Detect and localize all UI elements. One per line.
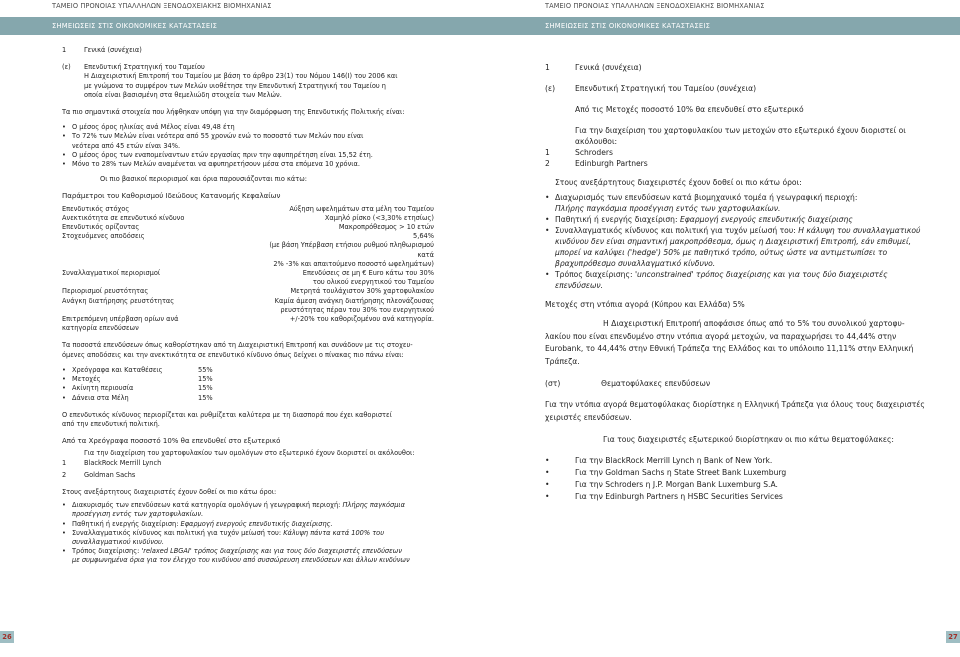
params-title: Παράμετροι του Καθορισμού Ιδεώδους Κατανομής Κεφαλαίων — [62, 192, 281, 201]
equity-terms-list: • Διαχωρισμός των επενδύσεων κατά βιομηχανικό τομέα ή γεωγραφική περιοχή: Πλήρης παγκόσμια προσέγγιση εντός των χαρτοφυλακίων. • Παθητική ή ενεργής διαχείριση: Εφαρμογή ενεργούς επενδυτικής διαχείρισης • Συναλλαγματικός κίνδυνος και πολιτική για τυχόν μείωσή του: Η κάλυψη του συναλλαγματικού κινδύνου δεν είναι σημαντική μακροπρόθεσμα, όμως η Διαχειριστική Επιτροπή, εάν επιθυμεί, μπορεί να καλύψει ('hedge') 50% με παθητικό τρόπο, ούτως ώστε να αντιμετωπίσει το βραχυπρόθεσμο συναλλαγματικό κίνδυνο. • Τρόπος διαχείρισης: 'unconstrained' τρόπος διαχείρισης και για τους δύο διαχειριστές επενδύσεων. — [545, 192, 927, 291]
custodians-list: • Για την BlackRock Merrill Lynch η Bank of New York. • Για την Goldman Sachs η State Street Bank Luxemburg • Για την Schroders η J.P. Morgan Bank Luxemburg S.A. • Για την Edinburgh Partners η HSBC Securities Services — [545, 455, 927, 503]
local-paragraph: Η Διαχειριστική Επιτροπή αποφάσισε όπως από το 5% του συνολικού χαρτοφυ- λακίου που είναι επενδυμένο στην ντόπια αγορά μετοχών, να παραχωρήσει το 44,44% στην Eurobank, το 44,44% στην Εθνική Τράπεζα της Ελλάδος και το υπόλοιπο 11,11% στην Ελληνική Τράπεζα. — [545, 319, 914, 366]
equity-title: Από τις Μετοχές ποσοστό 10% θα επενδυθεί στο εξωτερικό — [575, 105, 804, 114]
allocation-row: • Χρεόγραφα και Καταθέσεις 55% — [62, 366, 434, 375]
page-number: 27 — [946, 631, 960, 643]
allocation-row: • Μετοχές 15% — [62, 375, 434, 384]
note-heading: 1 Γενικά (συνέχεια) — [62, 46, 142, 54]
left-header-title: ΤΑΜΕΙΟ ΠΡΟΝΟΙΑΣ ΥΠΑΛΛΗΛΩΝ ΞΕΝΟΔΟΧΕΙΑΚΗΣ ΒΙΟΜΗΧΑΝΙΑΣ — [52, 2, 272, 10]
params-row: του ολικού ενεργητικού του Ταμείου — [312, 278, 434, 287]
left-header — [0, 0, 480, 36]
bond-terms-list: • Διακυρισμός των επενδύσεων κατά κατηγορία ομολόγων ή γεωγραφική περιοχή: Πλήρης παγκόσμια προσέγγιση εντός των χαρτοφυλακίων. • Παθητική ή ενεργής διαχείριση: Εφαρμογή ενεργούς επενδυτικής διαχείρισης. • Συναλλαγματικός κίνδυνος και πολιτική για τυχόν μείωσή του: Κάλυψη πάντα κατά 100% του συναλλαγματικού κινδύνου. • Τρόπος διαχείρισης: 'relaxed LBGAI' τρόπος διαχείρισης και για τους δύο διαχειριστές επενδύσεων με συμφωνημένα όρια για τον έλεγχο του κινδύνου από συσσώρευση επενδύσεων και άλλων κινδύνων — [62, 501, 434, 565]
subsection-heading: (ε) Επενδυτική Στρατηγική του Ταμείου — [62, 63, 205, 72]
local-title: Μετοχές στη ντόπια αγορά (Κύπρου και Ελλάδα) 5% — [545, 300, 745, 309]
member-stats-list: • Ο μέσος όρος ηλικίας ανά Μέλος είναι 49,48 έτη • Το 72% των Μελών είναι νεότερα από 55 χρονών ενώ το ποσοστό των Μελών που είναι νεότερα από 45 ετών είναι 34%. • Ο μέσος όρος των εναπομείναντων ετών εργασίας πριν την αφυπηρέτηση είναι 15,52 έτη. • Μόνο το 28% των Μελών αναμένεται να αφυπηρετήσουν μέσα στα επόμενα 10 χρόνια. — [62, 123, 434, 169]
left-header-section: ΣΗΜΕΙΩΣΕΙΣ ΣΤΙΣ ΟΙΚΟΝΟΜΙΚΕΣ ΚΑΤΑΣΤΑΣΕΙΣ — [52, 22, 218, 30]
bond-terms-intro: Στους ανεξάρτητους διαχειριστές έχουν δοθεί οι πιο κάτω όροι: — [62, 487, 277, 496]
constraints-intro: Οι πιο βασικοί περιορισμοί και όρια παρουσιάζονται πιο κάτω: — [100, 175, 307, 184]
right-header — [480, 0, 960, 36]
policy-intro: Τα πιο σημαντικά στοιχεία που λήφθηκαν υπόψη για την διαμόρφωση της Επενδυτικής Πολιτικής είναι: — [62, 108, 405, 117]
bond-managers: 1 BlackRock Merrill Lynch 2 Goldman Sachs — [62, 458, 162, 479]
params-row: Επιτρεπόμενη υπέρβαση ορίων ανά +/-20% του καθοριζομένου ανά κατηγορία. — [62, 315, 434, 324]
params-row: Ανεκτικότητα σε επενδυτικό κίνδυνο Χαμηλό ρίσκο (<3,30% ετησίως) — [62, 213, 434, 222]
params-row: Ανάγκη διατήρησης ρευστότητας Καμία άμεση ανάγκη διατήρησης πλεονάζουσας — [62, 296, 434, 305]
params-row: κατηγορία επενδύσεων — [62, 324, 139, 333]
alloc-intro: Τα ποσοστά επενδύσεων όπως καθορίστηκαν από τη Διαχειριστική Επιτροπή και συνάδουν με τις στοχευ- όμενες αποδόσεις και την ανεκτικότητα σε επενδυτικό κίνδυνο όπως δείχνει ο πίνακας πιο πάνω είναι: — [62, 341, 413, 359]
params-row: Επενδυτικός ορίζοντας Μακροπρόθεσμος > 10 ετών — [62, 223, 434, 232]
left-content — [62, 46, 434, 566]
right-content — [545, 62, 927, 503]
params-row: Συναλλαγματικοί περιορισμοί Επενδύσεις σε μη € Euro κάτω του 30% — [62, 269, 434, 278]
custody-paragraph: Για την ντόπια αγορά θεματοφύλακας διορίστηκε η Ελληνική Τράπεζα για όλους τους διαχειριστές χειριστές επενδύσεων. — [545, 400, 925, 422]
allocation-row: • Δάνεια στα Μέλη 15% — [62, 394, 434, 403]
custody-heading: (στ) Θεματοφύλακες επενδύσεων — [545, 379, 711, 388]
custody-intro: Για τους διαχειριστές εξωτερικού διορίστηκαν οι πιο κάτω θεματοφύλακες: — [603, 435, 894, 444]
allocation-row: • Ακίνητη περιουσία 15% — [62, 384, 434, 393]
params-table — [62, 205, 434, 334]
params-row: Επενδυτικός στόχος Αύξηση ωφελημάτων στα μέλη του Ταμείου — [62, 204, 434, 213]
note-heading: 1 Γενικά (συνέχεια) — [545, 63, 642, 72]
strategy-paragraph: Η Διαχειριστική Επιτροπή του Ταμείου με βάση το άρθρο 23(1) του Νόμου 146(Ι) του 2006 και με γνώμονα το συμφέρον των Μελών υιοθέτησε την Επενδυτική Στρατηγική του Ταμείου η οποία είναι βασισμένη στα θεμελιώδη στοιχεία των Μελών. — [84, 72, 398, 99]
params-row: (με βάση Υπέρβαση ετήσιου ρυθμού πληθωρισμού κατά — [269, 241, 434, 259]
equity-intro: Για την διαχείριση του χαρτοφυλακίου των μετοχών στο εξωτερικό έχουν διοριστεί οι ακόλουθοι: — [575, 126, 906, 146]
page-number: 26 — [0, 631, 14, 643]
right-header-section: ΣΗΜΕΙΩΣΕΙΣ ΣΤΙΣ ΟΙΚΟΝΟΜΙΚΕΣ ΚΑΤΑΣΤΑΣΕΙΣ — [545, 22, 711, 30]
risk-paragraph: Ο επενδυτικός κίνδυνος περιορίζεται και ρυθμίζεται καλύτερα με τη διασπορά που έχει καθοριστεί από την επενδυτική πολιτική. — [62, 410, 392, 428]
terms-intro: Στους ανεξάρτητους διαχειριστές έχουν δοθεί οι πιο κάτω όροι: — [555, 178, 802, 187]
allocation-list — [62, 366, 434, 403]
bond-intro: Για την διαχείριση του χαρτοφυλακίου των ομολόγων στο εξωτερικό έχουν διοριστεί οι ακόλουθοι: — [84, 449, 415, 458]
equity-managers: 1 Schroders 2 Edinburgh Partners — [545, 148, 648, 168]
params-row: Περιορισμοί ρευστότητας Μετρητά τουλάχιστον 30% χαρτοφυλακίου — [62, 287, 434, 296]
bond-title: Από τα Χρεόγραφα ποσοστό 10% θα επενδυθεί στο εξωτερικό — [62, 437, 281, 446]
params-row: 2% -3% και απαιτούμενο ποσοστό ωφελημάτων) — [273, 259, 434, 268]
right-header-title: ΤΑΜΕΙΟ ΠΡΟΝΟΙΑΣ ΥΠΑΛΛΗΛΩΝ ΞΕΝΟΔΟΧΕΙΑΚΗΣ ΒΙΟΜΗΧΑΝΙΑΣ — [545, 2, 765, 10]
subsection-heading: (ε) Επενδυτική Στρατηγική του Ταμείου (συνέχεια) — [545, 84, 757, 93]
params-row: Στοχευόμενες αποδόσεις 5,64% — [62, 232, 434, 241]
params-row: ρευστότητας πέραν του 30% του ενεργητικού — [280, 305, 434, 314]
